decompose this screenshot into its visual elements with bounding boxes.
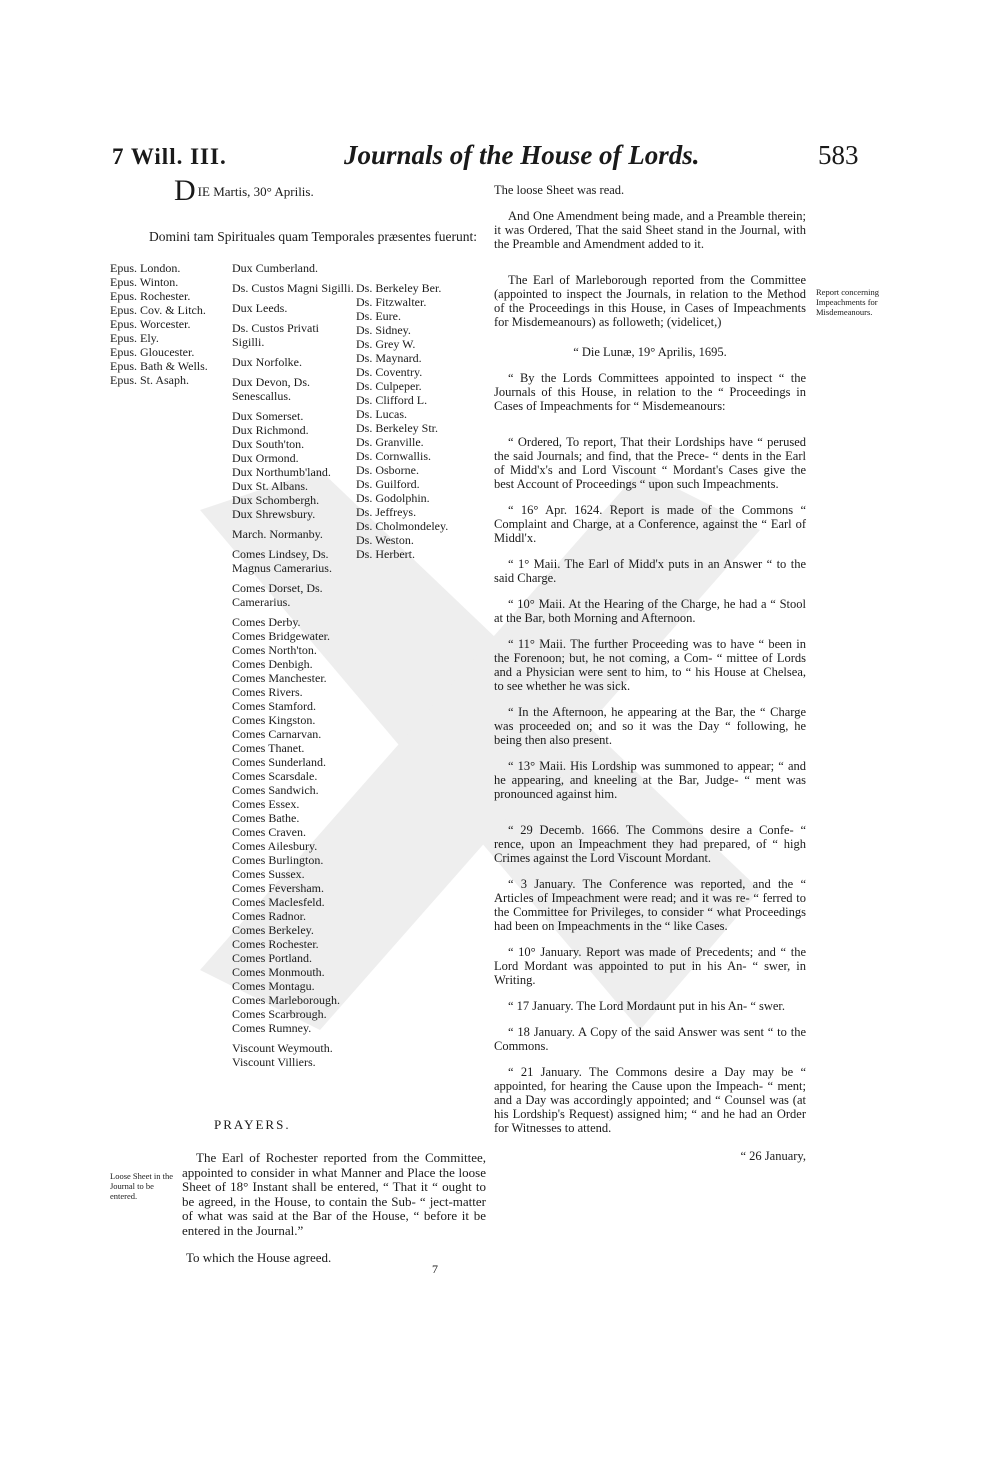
attendee-name: Comes Montagu. (232, 979, 315, 993)
attendee-name: Ds. Sidney. (356, 323, 411, 337)
attendee-name: Ds. Grey W. (356, 337, 416, 351)
attendee-name: Comes Maclesfeld. (232, 895, 325, 909)
attendee-name: Epus. Rochester. (110, 289, 191, 303)
attendee-name: Comes Derby. (232, 615, 301, 629)
attendee-name: Comes Dorset, Ds. Camerarius. (232, 581, 323, 609)
right-column (494, 175, 806, 1163)
day-initial: D (174, 174, 196, 207)
day-heading (174, 174, 486, 207)
attendee-name: Epus. Winton. (110, 275, 179, 289)
paragraph: “ 16° Apr. 1624. Report is made of the Commons “ Complaint and Charge, at a Conference, against the “ Earl of Middl'x. (494, 503, 806, 545)
attendee-name: Comes Rumney. (232, 1021, 312, 1035)
attendee-name: Dux Ormond. (232, 451, 299, 465)
paragraph: “ 29 Decemb. 1666. The Commons desire a Confe- “ rence, upon an Impeachment they had prepared, of “ high Crimes against the Lord Viscount Mordant. (494, 823, 806, 865)
attendee-name: Viscount Weymouth. (232, 1041, 333, 1055)
attendee-name: Comes Scarbrough. (232, 1007, 327, 1021)
journal-title: Journals of the House of Lords. (344, 140, 700, 170)
attendee-name: Ds. Custos Privati Sigilli. (232, 321, 320, 349)
attendee-name: Comes Manchester. (232, 671, 327, 685)
paragraph: The Earl of Marleborough reported from the Committee (appointed to inspect the Journals, in relation to the Method of the Proceedings in this House, in Cases of Impeachments for Misdemeanours) as followeth; (videlicet,) (494, 273, 806, 329)
paragraph: “ 13° Maii. His Lordship was summoned to appear; “ and he appearing, and kneeling at the Bar, Judge- “ ment was pronounced against him. (494, 759, 806, 801)
attendee-name: Epus. Worcester. (110, 317, 191, 331)
attendee-name: Comes Burlington. (232, 853, 324, 867)
attendee-name: Epus. Ely. (110, 331, 159, 345)
paragraph: And One Amendment being made, and a Preamble therein; it was Ordered, That the said Sheet stand in the Journal, with the Preamble and Amendment added to it. (494, 209, 806, 251)
paragraph: “ 3 January. The Conference was reported, and the “ Articles of Impeachment were read; and it was re- “ ferred to the Committee for Privileges, to consider “ what Proceedings had been on Impeachments in the “ like Cases. (494, 877, 806, 933)
attendance-heading: Domini tam Spirituales quam Temporales præsentes fuerunt: (149, 229, 477, 244)
attendee-name: Ds. Eure. (356, 309, 401, 323)
page-number: 583 (818, 140, 859, 170)
attendee-name: Ds. Custos Magni Sigilli. (232, 281, 354, 295)
attendee-name: Comes Sunderland. (232, 755, 326, 769)
attendee-name: Ds. Godolphin. (356, 491, 430, 505)
attendee-name: Dux Cumberland. (232, 261, 318, 275)
house-agreed-line: To which the House agreed. (186, 1250, 332, 1265)
barons-list (356, 281, 484, 561)
attendee-name: Ds. Osborne. (356, 463, 419, 477)
paragraph: “ By the Lords Committees appointed to inspect “ the Journals of this House, in relation to the “ Proceedings in Cases of Impeachments for “ Misdemeanours: (494, 371, 806, 413)
attendee-name: Ds. Herbert. (356, 547, 415, 561)
paragraph: “ 10° January. Report was made of Precedents; and “ the Lord Mordant was appointed to put in his An- “ swer, in Writing. (494, 945, 806, 987)
attendee-name: Ds. Berkeley Str. (356, 421, 438, 435)
rochester-report-paragraph: The Earl of Rochester reported from the Committee, appointed to consider in what Manner and Place the loose Sheet of 18° Instant shall be entered, “ That it “ ought to be agreed, in the House, to contain the Sub- “ ject-matter of what was said at the Bar of the House, “ before it be entered in the Journal.” (182, 1150, 486, 1238)
attendee-name: Comes Carnarvan. (232, 727, 322, 741)
attendance-lists (110, 261, 486, 1101)
attendee-name: Dux Shrewsbury. (232, 507, 316, 521)
attendee-name: Dux Richmond. (232, 423, 309, 437)
attendee-name: Comes Lindsey, Ds. Magnus Camerarius. (232, 547, 332, 575)
attendee-name: Comes Bridgewater. (232, 629, 330, 643)
attendee-name: Comes Rochester. (232, 937, 319, 951)
attendee-name: Dux Devon, Ds. Senescallus. (232, 375, 310, 403)
attendee-name: Ds. Fitzwalter. (356, 295, 427, 309)
attendee-name: Dux St. Albans. (232, 479, 309, 493)
paragraph: “ 10° Maii. At the Hearing of the Charge, he had a “ Stool at the Bar, both Morning and Afternoon. (494, 597, 806, 625)
attendee-name: March. Normanby. (232, 527, 323, 541)
attendee-name: Comes Rivers. (232, 685, 303, 699)
attendee-name: Comes Bathe. (232, 811, 300, 825)
attendee-name: Epus. St. Asaph. (110, 373, 190, 387)
attendee-name: Comes Radnor. (232, 909, 306, 923)
paragraph: “ Ordered, To report, That their Lordships have “ perused the said Journals; and find, that the Prece- “ dents in the Earl of Midd'x's and Lord Viscount “ Mordant's Cases give the best Account of Proceedings “ upon such Impeachments. (494, 435, 806, 491)
attendee-name: Dux Schombergh. (232, 493, 320, 507)
attendee-name: Dux Northumb'land. (232, 465, 331, 479)
attendee-name: Comes Denbigh. (232, 657, 313, 671)
attendee-name: Comes Monmouth. (232, 965, 325, 979)
attendee-name: Comes Essex. (232, 797, 300, 811)
attendee-name: Comes Marleborough. (232, 993, 340, 1007)
attendee-name: Ds. Maynard. (356, 351, 422, 365)
attendee-name: Comes North'ton. (232, 643, 317, 657)
attendee-name: Epus. Cov. & Litch. (110, 303, 206, 317)
attendee-name: Comes Sussex. (232, 867, 305, 881)
paragraph: “ 1° Maii. The Earl of Midd'x puts in an Answer “ to the said Charge. (494, 557, 806, 585)
attendee-name: Ds. Weston. (356, 533, 414, 547)
attendee-name: Comes Ailesbury. (232, 839, 318, 853)
regnal-year: 7 Will. III. (112, 144, 227, 169)
attendee-name: Dux Somerset. (232, 409, 304, 423)
attendee-name: Comes Stamford. (232, 699, 316, 713)
paragraph: “ 21 January. The Commons desire a Day may be “ appointed, for hearing the Cause upon the Impeach- “ ment; and a Day was accordingly appointed; and “ Counsel was (at his Lordship's Request) assigned him; “ and he had an Order for Witnesses to attend. (494, 1065, 806, 1135)
attendee-name: Ds. Lucas. (356, 407, 407, 421)
attendee-name: Ds. Cornwallis. (356, 449, 431, 463)
day-heading-text: IE Martis, 30° Aprilis. (197, 184, 314, 199)
attendee-name: Comes Thanet. (232, 741, 305, 755)
attendee-name: Comes Berkeley. (232, 923, 314, 937)
attendee-name: Dux South'ton. (232, 437, 305, 451)
attendee-name: Comes Scarsdale. (232, 769, 318, 783)
attendee-name: Epus. Bath & Wells. (110, 359, 208, 373)
attendee-name: Ds. Culpeper. (356, 379, 422, 393)
attendee-name: Comes Craven. (232, 825, 306, 839)
attendee-name: Ds. Granville. (356, 435, 424, 449)
attendee-name: Comes Portland. (232, 951, 312, 965)
attendee-name: Ds. Clifford L. (356, 393, 428, 407)
catchword: “ 26 January, (740, 1149, 806, 1163)
attendee-name: Comes Sandwich. (232, 783, 319, 797)
prayers-heading: PRAYERS. (214, 1117, 291, 1132)
attendee-name: Viscount Villiers. (232, 1055, 316, 1069)
attendee-name: Comes Feversham. (232, 881, 324, 895)
left-column (110, 174, 486, 1276)
attendee-name: Ds. Guilford. (356, 477, 420, 491)
attendee-name: Comes Kingston. (232, 713, 316, 727)
margin-note-report-impeachments: Report concerning Impeachments for Misdemeanours. (816, 287, 880, 317)
attendee-name: Dux Norfolke. (232, 355, 302, 369)
attendee-name: Ds. Jeffreys. (356, 505, 417, 519)
paragraph: “ In the Afternoon, he appearing at the Bar, the “ Charge was proceeded on; and so it was the Day “ following, he being then also present. (494, 705, 806, 747)
paragraph: “ 17 January. The Lord Mordaunt put in his An- “ swer. (508, 999, 786, 1013)
attendee-name: Ds. Cholmondeley. (356, 519, 449, 533)
paragraph: “ 18 January. A Copy of the said Answer was sent “ to the Commons. (494, 1025, 806, 1053)
attendee-name: Ds. Coventry. (356, 365, 423, 379)
margin-note-loose-sheet: Loose Sheet in the Journal to be entered. (110, 1171, 174, 1201)
attendee-name: Dux Leeds. (232, 301, 288, 315)
attendee-name: Epus. London. (110, 261, 181, 275)
attendee-name: Ds. Berkeley Ber. (356, 281, 442, 295)
attendee-name: Epus. Gloucester. (110, 345, 195, 359)
signature-mark: 7 (432, 1262, 438, 1276)
bishops-list (110, 261, 230, 387)
paragraph: “ Die Lunæ, 19° Aprilis, 1695. (573, 345, 727, 359)
paragraph: “ 11° Maii. The further Proceeding was to have “ been in the Forenoon; but, he not coming, a Com- “ mittee of Lords and a Physician were sent to him, to “ his House at Chelsea, to see whether he was sick. (494, 637, 806, 693)
dukes-earls-list (232, 261, 354, 1069)
paragraph: The loose Sheet was read. (494, 183, 625, 197)
